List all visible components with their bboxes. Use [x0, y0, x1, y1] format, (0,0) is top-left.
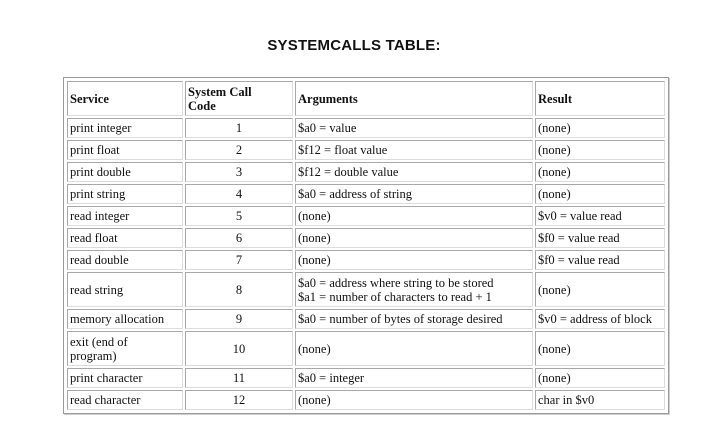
- cell-code: 3: [185, 162, 293, 182]
- page-title: SYSTEMCALLS TABLE:: [267, 37, 441, 54]
- cell-code: 6: [185, 228, 293, 248]
- header-result: Result: [535, 81, 665, 116]
- cell-result: (none): [535, 140, 665, 160]
- header-system-call-code: [185, 81, 293, 116]
- cell-code: 11: [185, 368, 293, 388]
- cell-result: $v0 = value read: [535, 206, 665, 226]
- table-row: [67, 140, 665, 160]
- cell-service: read float: [67, 228, 183, 248]
- cell-arguments: $f12 = double value: [295, 162, 533, 182]
- service-line2: program): [70, 348, 117, 363]
- cell-service: print string: [67, 184, 183, 204]
- table-row: [67, 118, 665, 138]
- cell-service: [67, 331, 183, 366]
- table-row: [67, 206, 665, 226]
- table-row: [67, 390, 665, 410]
- cell-arguments: $a0 = integer: [295, 368, 533, 388]
- arguments-line2: $a1 = number of characters to read + 1: [298, 289, 492, 304]
- table-row: [67, 331, 665, 366]
- cell-arguments: (none): [295, 228, 533, 248]
- cell-code: 7: [185, 250, 293, 270]
- cell-service: read double: [67, 250, 183, 270]
- cell-arguments: [295, 272, 533, 307]
- cell-code: 1: [185, 118, 293, 138]
- cell-result: (none): [535, 331, 665, 366]
- table-row: [67, 250, 665, 270]
- cell-arguments: $a0 = address of string: [295, 184, 533, 204]
- cell-code: 4: [185, 184, 293, 204]
- service-line1: exit (end of: [70, 334, 128, 349]
- cell-result: (none): [535, 272, 665, 307]
- cell-service: read integer: [67, 206, 183, 226]
- cell-result: (none): [535, 184, 665, 204]
- cell-service: print double: [67, 162, 183, 182]
- cell-service: print integer: [67, 118, 183, 138]
- header-arguments: Arguments: [295, 81, 533, 116]
- table-row: [67, 184, 665, 204]
- cell-arguments: (none): [295, 390, 533, 410]
- table-row: [67, 272, 665, 307]
- cell-result: $f0 = value read: [535, 250, 665, 270]
- systemcalls-table: [65, 79, 667, 412]
- table-row: [67, 309, 665, 329]
- systemcalls-table-frame: [63, 77, 669, 414]
- cell-code: 9: [185, 309, 293, 329]
- cell-service: read character: [67, 390, 183, 410]
- cell-code: 12: [185, 390, 293, 410]
- header-code-line2: Code: [188, 98, 216, 113]
- cell-code: 5: [185, 206, 293, 226]
- cell-arguments: (none): [295, 250, 533, 270]
- cell-arguments: $a0 = number of bytes of storage desired: [295, 309, 533, 329]
- cell-code: 8: [185, 272, 293, 307]
- cell-service: memory allocation: [67, 309, 183, 329]
- cell-service: print float: [67, 140, 183, 160]
- cell-code: 2: [185, 140, 293, 160]
- cell-service: read string: [67, 272, 183, 307]
- cell-arguments: $f12 = float value: [295, 140, 533, 160]
- cell-result: (none): [535, 162, 665, 182]
- header-service: Service: [67, 81, 183, 116]
- cell-result: char in $v0: [535, 390, 665, 410]
- table-row: [67, 162, 665, 182]
- cell-result: (none): [535, 368, 665, 388]
- cell-result: (none): [535, 118, 665, 138]
- table-header-row: [67, 81, 665, 116]
- cell-service: print character: [67, 368, 183, 388]
- cell-arguments: $a0 = value: [295, 118, 533, 138]
- cell-arguments: (none): [295, 206, 533, 226]
- cell-result: $v0 = address of block: [535, 309, 665, 329]
- cell-arguments: (none): [295, 331, 533, 366]
- arguments-line1: $a0 = address where string to be stored: [298, 275, 494, 290]
- cell-result: $f0 = value read: [535, 228, 665, 248]
- cell-code: 10: [185, 331, 293, 366]
- header-code-line1: System Call: [188, 84, 252, 99]
- table-row: [67, 368, 665, 388]
- table-row: [67, 228, 665, 248]
